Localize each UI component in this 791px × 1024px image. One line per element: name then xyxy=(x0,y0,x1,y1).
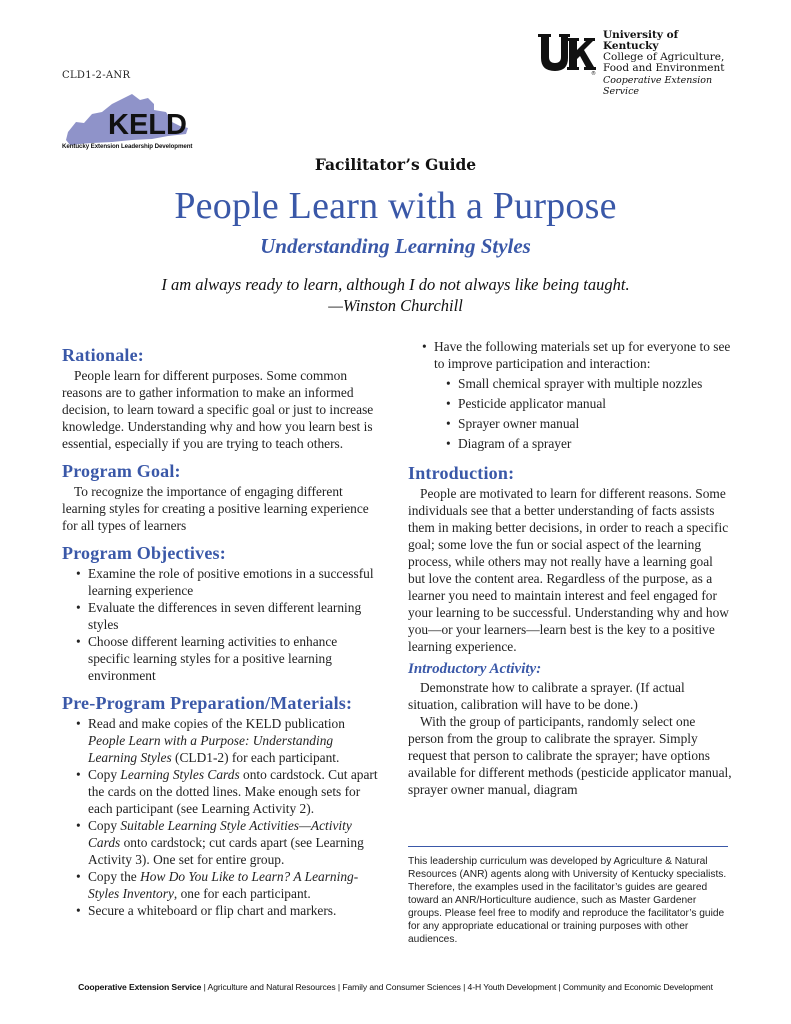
list-item: • Small chemical sprayer with multiple nozzles xyxy=(446,375,733,392)
list-item: • Examine the role of positive emotions in a successful learning experience xyxy=(76,565,382,599)
goal-heading: Program Goal: xyxy=(62,461,181,481)
keld-subtitle: Kentucky Extension Leadership Development xyxy=(62,143,193,150)
activity-para-1: Demonstrate how to calibrate a sprayer. (If actual situation, calibration will have to be done.) xyxy=(408,680,685,712)
document-id: CLD1-2-ANR xyxy=(62,70,131,81)
list-item: • Pesticide applicator manual xyxy=(446,395,733,412)
intro-heading: Introduction: xyxy=(408,463,515,483)
list-item: • Copy Learning Styles Cards onto cardstock. Cut apart the cards on the dotted lines. Make enough sets for each participant (see Learning Activity 2). xyxy=(76,766,382,817)
page-title: People Learn with a Purpose xyxy=(174,185,617,227)
footer-programs: | Agriculture and Natural Resources | Family and Consumer Sciences | 4-H Youth Development | Community and Economic Development xyxy=(201,982,713,992)
list-item: • Copy Suitable Learning Style Activities—Activity Cards onto cardstock; cut cards apart (see Learning Activity 3). One set for entire group. xyxy=(76,817,382,868)
prep-list xyxy=(76,715,382,919)
list-item: • Read and make copies of the KELD publication People Learn with a Purpose: Understanding Learning Styles (CLD1-2) for each participant. xyxy=(76,715,382,766)
uk-logo-icon xyxy=(537,32,595,76)
list-item: • Evaluate the differences in seven different learning styles xyxy=(76,599,382,633)
list-item: • Choose different learning activities to enhance specific learning styles for a positive learning environment xyxy=(76,633,382,684)
quote-author: —Winston Churchill xyxy=(328,296,463,315)
prep-heading: Pre-Program Preparation/Materials: xyxy=(62,693,353,713)
prep-list-continued xyxy=(422,338,733,452)
objectives-heading: Program Objectives: xyxy=(62,543,226,563)
left-column xyxy=(62,338,382,919)
list-item: • Have the following materials set up for everyone to see to improve participation and interaction: • Small chemical sprayer with multiple nozzles • Pesticide applicator manual • Sprayer owner manual • Diagram of a sprayer xyxy=(422,338,733,452)
goal-body: To recognize the importance of engaging different learning styles for creating a positive learning experience for all types of learners xyxy=(62,484,369,533)
list-item: • Diagram of a sprayer xyxy=(446,435,733,452)
guide-label: Facilitator’s Guide xyxy=(314,155,477,174)
objectives-list xyxy=(76,565,382,684)
keld-wordmark: KELD xyxy=(108,109,187,141)
list-item: • Secure a whiteboard or flip chart and markers. xyxy=(76,902,382,919)
uk-college-text xyxy=(603,30,737,97)
materials-list xyxy=(446,375,733,452)
intro-body: People are motivated to learn for different reasons. Some individuals see that a better understanding of facts assists them in making better decisions, in order to reach a specific goal; some love the fun or social aspect of the learning process, while others may not really have a learning goal but love the content area. Regardless of the purpose, as a learner you need to maintain interest and feel engaged for your learning to be successful. Understanding why and how you—or your learners—learn best is the key to a positive learning experience. xyxy=(408,486,729,654)
quote-text: I am always ready to learn, although I do not always like being taught. xyxy=(161,275,630,294)
footer-lead: Cooperative Extension Service xyxy=(78,982,202,992)
svg-text:®: ® xyxy=(591,71,596,77)
list-item: • Copy the How Do You Like to Learn? A Learning-Styles Inventory, one for each participant. xyxy=(76,868,382,902)
epigraph-quote xyxy=(0,274,791,316)
activity-para-2: With the group of participants, randomly select one person from the group to calibrate the sprayer. Simply request that person to calibrate the sprayer; have options available for different methods (pesticide applicator manual, sprayer owner manual, diagram xyxy=(408,714,732,797)
rationale-heading: Rationale: xyxy=(62,345,144,365)
activity-heading: Introductory Activity: xyxy=(408,661,542,677)
college-line-1: College of Agriculture, xyxy=(603,51,725,63)
curriculum-note: This leadership curriculum was developed by Agriculture & Natural Resources (ANR) agents along with University of Kentucky specialists. Therefore, the examples used in the facilitator’s guides are geared toward an ANR/Horticulture audience, such as Master Gardener groups. Please feel free to modify and reproduce the facilitator’s guide for any appropriate educational or training purposes with other audiences. xyxy=(408,846,728,946)
list-item: • Sprayer owner manual xyxy=(446,415,733,432)
university-name: University of Kentucky xyxy=(603,29,679,52)
college-line-2: Food and Environment xyxy=(603,62,725,74)
rationale-body: People learn for different purposes. Some common reasons are to gather information to make an informed decision, to learn toward a specific goal or just to increase knowledge. Understanding why and how you learn best is essential, especially if you are trying to teach others. xyxy=(62,368,374,451)
page-subtitle: Understanding Learning Styles xyxy=(260,234,531,258)
right-column xyxy=(408,338,733,798)
footer-bar xyxy=(0,982,791,992)
extension-service: Cooperative Extension Service xyxy=(603,75,713,97)
uk-header xyxy=(537,29,737,97)
